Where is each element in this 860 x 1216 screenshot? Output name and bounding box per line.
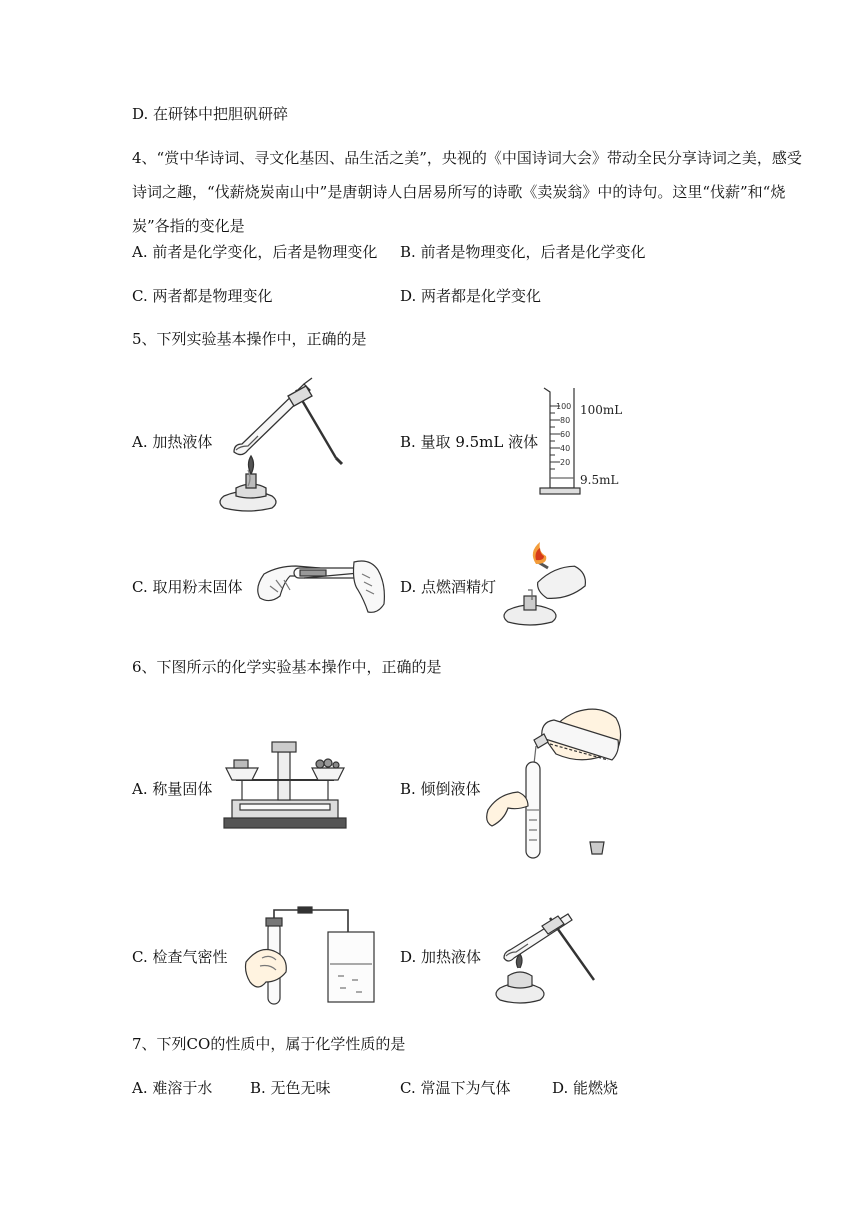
q4-option-b: B. 前者是物理变化，后者是化学变化 (400, 243, 646, 261)
q6-option-a: A. 称量固体 (132, 780, 213, 798)
pouring-liquid-figure-6b (486, 700, 628, 870)
cylinder-tick-20: 20 (560, 458, 571, 467)
q4-option-c: C. 两者都是物理变化 (132, 287, 273, 305)
cylinder-tick-40: 40 (560, 444, 571, 453)
lighting-alcohol-lamp-figure-5d (500, 540, 592, 632)
q4-stem: 4、“赏中华诗词、寻文化基因、品生活之美”，央视的《中国诗词大会》带动全民分享诗词之美，感受诗词之趣，“伐薪烧炭南山中”是唐朝诗人白居易所写的诗歌《卖炭翁》中的诗句。这里“伐薪”和“烧炭”各指的变化是 (132, 149, 802, 235)
q5-option-b: B. 量取 9.5mL 液体 (400, 433, 539, 451)
cylinder-tick-60: 60 (560, 430, 571, 439)
graduated-cylinder-figure-5b (540, 384, 650, 500)
q6-option-b: B. 倾倒液体 (400, 780, 481, 798)
q5-option-a: A. 加热液体 (132, 433, 213, 451)
air-tightness-check-figure-6c (242, 904, 392, 1006)
cylinder-label-top: 100mL (580, 403, 623, 417)
cylinder-tick-100: 100 (556, 402, 572, 411)
q7-option-b: B. 无色无味 (250, 1079, 331, 1097)
powder-sampling-figure-5c (258, 552, 390, 624)
q5-stem: 5、下列实验基本操作中，正确的是 (132, 330, 367, 348)
q7-stem: 7、下列CO的性质中，属于化学性质的是 (132, 1035, 406, 1053)
q6-stem: 6、下图所示的化学实验基本操作中，正确的是 (132, 658, 442, 676)
q7-option-d: D. 能燃烧 (552, 1079, 619, 1097)
q5-option-d: D. 点燃酒精灯 (400, 578, 497, 596)
q7-option-c: C. 常温下为气体 (400, 1079, 511, 1097)
cylinder-label-bottom: 9.5mL (580, 473, 619, 487)
cylinder-tick-80: 80 (560, 416, 571, 425)
q4-option-d: D. 两者都是化学变化 (400, 287, 542, 305)
heating-liquid-figure-5a (216, 378, 351, 513)
q4-option-a: A. 前者是化学变化，后者是物理变化 (132, 243, 378, 261)
balance-figure-6a (222, 738, 348, 832)
heating-liquid-figure-6d (494, 904, 598, 1004)
q6-option-c: C. 检查气密性 (132, 948, 228, 966)
q5-option-c: C. 取用粉末固体 (132, 578, 243, 596)
q6-option-d: D. 加热液体 (400, 948, 482, 966)
q7-option-a: A. 难溶于水 (132, 1079, 213, 1097)
q3-option-d: D. 在研钵中把胆矾研碎 (132, 105, 289, 123)
